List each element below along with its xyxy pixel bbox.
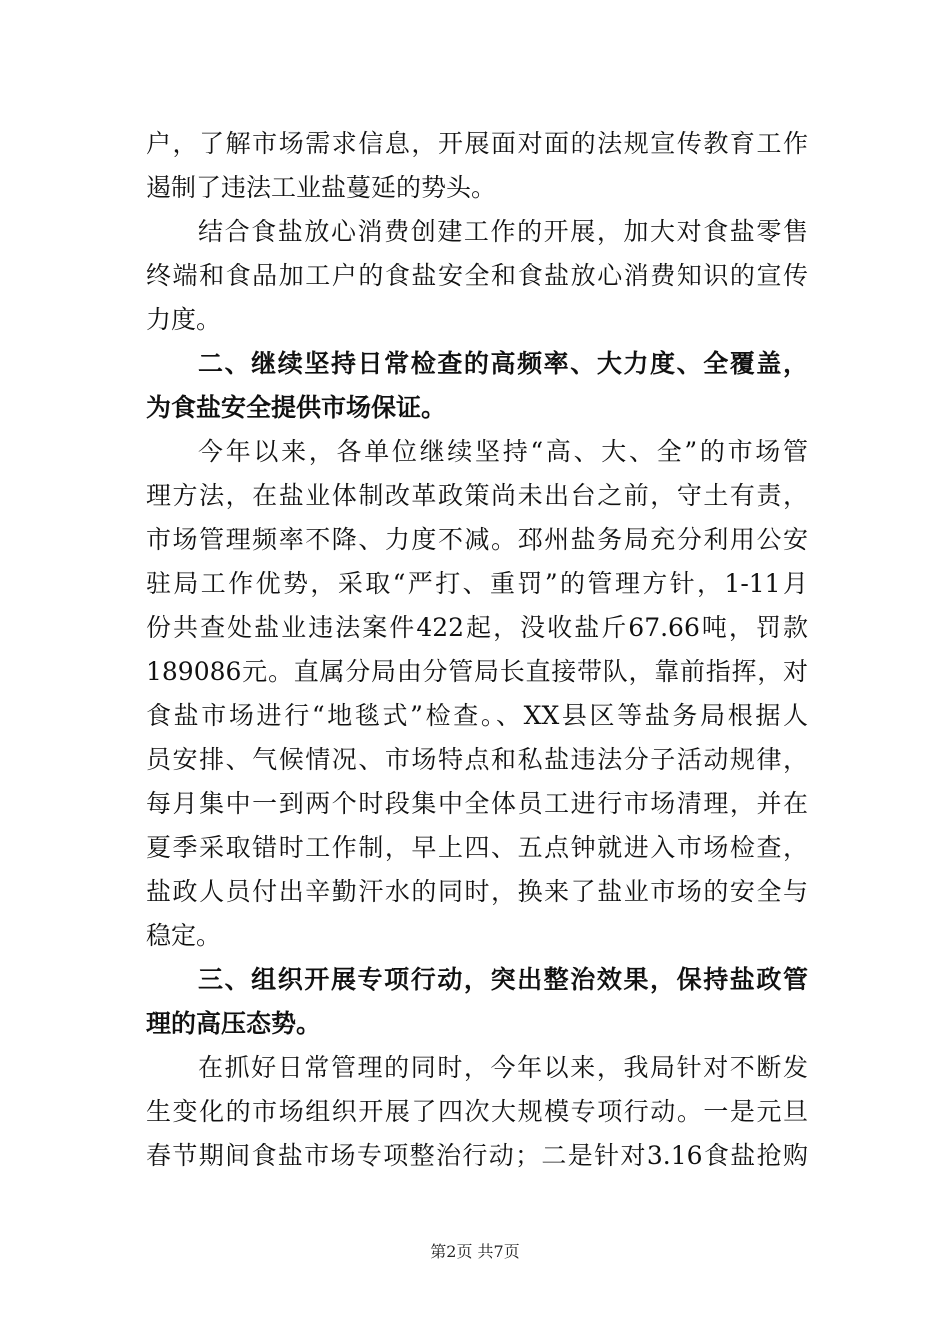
- text-line: 结合食盐放心消费创建工作的开展，加大对食盐零售: [198, 217, 808, 246]
- text-line: 市场管理频率不降、力度不减。邳州盐务局充分利用公安: [146, 525, 808, 554]
- text-line: 遏制了违法工业盐蔓延的势头。: [146, 173, 497, 202]
- text-line: 力度。: [146, 305, 222, 334]
- document-body: [146, 122, 808, 1178]
- text-line: 户，了解市场需求信息，开展面对面的法规宣传教育工作: [146, 129, 808, 158]
- section-heading: [146, 958, 808, 1046]
- text-line: 夏季采取错时工作制，早上四、五点钟就进入市场检查，: [146, 833, 808, 862]
- paragraph: [146, 430, 808, 958]
- section-heading: [146, 342, 808, 430]
- text-line: 终端和食品加工户的食盐安全和食盐放心消费知识的宣传: [146, 261, 808, 290]
- text-line: 份共查处盐业违法案件422起，没收盐斤67.66吨，罚款: [146, 613, 808, 642]
- text-line: 生变化的市场组织开展了四次大规模专项行动。一是元旦: [146, 1097, 808, 1126]
- page-footer: [0, 1240, 950, 1264]
- text-line: 理方法，在盐业体制改革政策尚未出台之前，守土有责，: [146, 481, 808, 510]
- heading-line: 三、组织开展专项行动，突出整治效果，保持盐政管: [198, 965, 808, 994]
- page-number: 第2页 共7页: [430, 1242, 520, 1261]
- text-line: 在抓好日常管理的同时，今年以来，我局针对不断发: [198, 1053, 808, 1082]
- text-line: 员安排、气候情况、市场特点和私盐违法分子活动规律，: [146, 745, 808, 774]
- paragraph: [146, 1046, 808, 1178]
- paragraph: [146, 122, 808, 210]
- text-line: 食盐市场进行“地毯式”检查。、XX县区等盐务局根据人: [146, 701, 808, 730]
- heading-line: 为食盐安全提供市场保证。: [146, 393, 447, 422]
- text-line: 春节期间食盐市场专项整治行动；二是针对3.16食盐抢购: [146, 1141, 808, 1170]
- text-line: 稳定。: [146, 921, 222, 950]
- text-line: 189086元。直属分局由分管局长直接带队，靠前指挥，对: [146, 657, 808, 686]
- text-line: 每月集中一到两个时段集中全体员工进行市场清理，并在: [146, 789, 808, 818]
- paragraph: [146, 210, 808, 342]
- text-line: 盐政人员付出辛勤汗水的同时，换来了盐业市场的安全与: [146, 877, 808, 906]
- heading-line: 二、继续坚持日常检查的高频率、大力度、全覆盖，: [198, 349, 808, 378]
- text-line: 今年以来，各单位继续坚持“高、大、全”的市场管: [198, 437, 808, 466]
- heading-line: 理的高压态势。: [146, 1009, 322, 1038]
- text-line: 驻局工作优势，采取“严打、重罚”的管理方针，1-11月: [146, 569, 808, 598]
